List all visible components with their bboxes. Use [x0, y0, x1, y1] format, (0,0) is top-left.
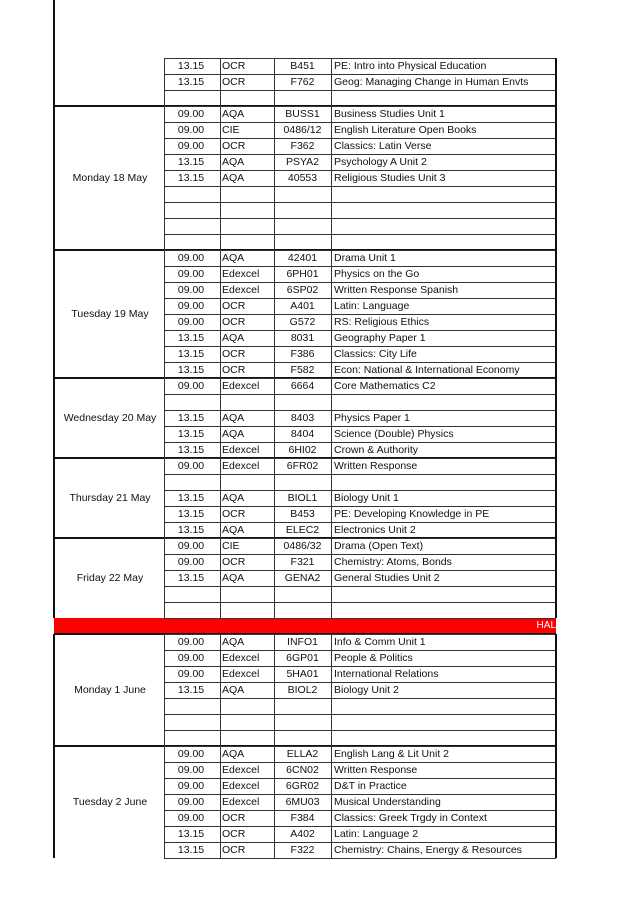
exam-board — [222, 218, 274, 234]
column-line — [555, 58, 557, 618]
exam-code: B453 — [290, 508, 315, 520]
exam-title: Physics on the Go — [334, 268, 420, 280]
exam-board: Edexcel — [222, 796, 260, 808]
exam-code — [276, 698, 329, 714]
exam-title: Electronics Unit 2 — [334, 524, 416, 536]
exam-title: English Lang & Lit Unit 2 — [334, 748, 449, 760]
exam-code: F384 — [290, 812, 315, 824]
exam-code: 6HI02 — [288, 444, 317, 456]
exam-board — [222, 394, 274, 410]
exam-board: OCR — [222, 76, 246, 88]
exam-board: OCR — [222, 60, 246, 72]
half-term-banner — [54, 618, 556, 634]
row-line — [164, 202, 556, 203]
column-line — [555, 634, 557, 858]
row-line — [164, 682, 556, 683]
row-line — [164, 58, 556, 59]
exam-time: 09.00 — [177, 252, 205, 264]
exam-board: AQA — [222, 492, 245, 504]
column-line — [220, 634, 221, 858]
exam-time: 13.15 — [177, 524, 205, 536]
exam-time: 09.00 — [177, 636, 205, 648]
exam-code: F386 — [290, 348, 315, 360]
day-label: Tuesday 19 May — [71, 308, 149, 320]
exam-code: A401 — [290, 300, 315, 312]
exam-code: ELEC2 — [285, 524, 320, 536]
exam-title — [334, 202, 556, 218]
exam-time — [166, 202, 216, 218]
exam-time: 13.15 — [177, 492, 205, 504]
exam-time: 13.15 — [177, 172, 205, 184]
column-line — [331, 58, 332, 618]
exam-time: 09.00 — [177, 268, 205, 280]
column-line — [274, 634, 275, 858]
exam-board: OCR — [222, 316, 246, 328]
exam-code — [276, 602, 329, 618]
exam-board: Edexcel — [222, 268, 260, 280]
exam-time — [166, 186, 216, 202]
exam-board — [222, 90, 274, 106]
exam-title: Econ: National & International Economy — [334, 364, 520, 376]
row-line — [164, 618, 556, 619]
column-line — [220, 58, 221, 618]
exam-code: F322 — [290, 844, 315, 856]
exam-code — [276, 218, 329, 234]
exam-title — [334, 218, 556, 234]
row-line — [164, 282, 556, 283]
exam-title — [334, 698, 556, 714]
row-line — [164, 410, 556, 411]
row-line — [164, 506, 556, 507]
row-line — [164, 586, 556, 587]
exam-board: OCR — [222, 348, 246, 360]
exam-title — [334, 730, 556, 746]
exam-title: Latin: Language 2 — [334, 828, 419, 840]
exam-code — [276, 730, 329, 746]
exam-title: Geography Paper 1 — [334, 332, 426, 344]
exam-time — [166, 730, 216, 746]
half-term-label: HAL — [536, 620, 556, 631]
exam-board: OCR — [222, 364, 246, 376]
exam-board: OCR — [222, 844, 246, 856]
row-line — [164, 314, 556, 315]
exam-time: 09.00 — [177, 540, 205, 552]
exam-time: 09.00 — [177, 764, 205, 776]
exam-board: CIE — [222, 124, 240, 136]
row-line — [164, 522, 556, 523]
exam-board: AQA — [222, 636, 245, 648]
exam-board: AQA — [222, 684, 245, 696]
exam-title: People & Politics — [334, 652, 413, 664]
exam-board: AQA — [222, 524, 245, 536]
exam-time: 13.15 — [177, 428, 205, 440]
exam-title: Physics Paper 1 — [334, 412, 410, 424]
exam-board: Edexcel — [222, 652, 260, 664]
row-line — [164, 746, 556, 747]
exam-title: Info & Comm Unit 1 — [334, 636, 426, 648]
exam-code: 6GP01 — [286, 652, 319, 664]
exam-title — [334, 474, 556, 490]
exam-time: 13.15 — [177, 156, 205, 168]
column-line — [164, 634, 165, 858]
exam-code: 6CN02 — [286, 764, 319, 776]
exam-time — [166, 714, 216, 730]
exam-time: 13.15 — [177, 412, 205, 424]
exam-code — [276, 202, 329, 218]
exam-code: 8031 — [290, 332, 315, 344]
exam-board — [222, 714, 274, 730]
exam-title: Written Response — [334, 460, 418, 472]
exam-code: 42401 — [287, 252, 318, 264]
row-line — [164, 570, 556, 571]
exam-code: F582 — [290, 364, 315, 376]
exam-title: RS: Religious Ethics — [334, 316, 430, 328]
exam-code: 6PH01 — [286, 268, 319, 280]
row-line — [164, 138, 556, 139]
exam-board: OCR — [222, 828, 246, 840]
exam-time — [166, 602, 216, 618]
row-line — [164, 298, 556, 299]
exam-code: GENA2 — [284, 572, 321, 584]
exam-code: BIOL2 — [287, 684, 318, 696]
exam-board — [222, 474, 274, 490]
exam-title — [334, 234, 556, 250]
row-line — [164, 106, 556, 107]
day-label: Monday 18 May — [72, 172, 148, 184]
exam-title: Classics: Greek Trgdy in Context — [334, 812, 487, 824]
exam-time: 09.00 — [177, 460, 205, 472]
column-line — [53, 634, 55, 858]
exam-board — [222, 730, 274, 746]
exam-board: OCR — [222, 508, 246, 520]
column-line — [164, 58, 165, 618]
day-label: Thursday 21 May — [69, 492, 151, 504]
exam-board: OCR — [222, 140, 246, 152]
exam-board: OCR — [222, 556, 246, 568]
exam-board — [222, 186, 274, 202]
row-line — [164, 346, 556, 347]
exam-time — [166, 698, 216, 714]
row-line — [164, 474, 556, 475]
exam-board: AQA — [222, 572, 245, 584]
exam-code: 0486/32 — [283, 540, 322, 552]
exam-board: Edexcel — [222, 380, 260, 392]
exam-title: Written Response — [334, 764, 418, 776]
row-line — [164, 122, 556, 123]
row-line — [164, 714, 556, 715]
exam-code: B451 — [290, 60, 315, 72]
exam-time: 13.15 — [177, 684, 205, 696]
exam-time: 13.15 — [177, 572, 205, 584]
exam-board: Edexcel — [222, 284, 260, 296]
row-line — [164, 330, 556, 331]
exam-title: D&T in Practice — [334, 780, 407, 792]
row-line — [164, 826, 556, 827]
exam-code: 6GR02 — [285, 780, 320, 792]
row-line — [164, 170, 556, 171]
exam-title — [334, 90, 556, 106]
exam-code: 8404 — [290, 428, 315, 440]
exam-board: AQA — [222, 252, 245, 264]
exam-code: BUSS1 — [285, 108, 320, 120]
row-line — [164, 426, 556, 427]
exam-board — [222, 202, 274, 218]
exam-code: ELLA2 — [286, 748, 319, 760]
exam-time: 13.15 — [177, 364, 205, 376]
exam-time: 09.00 — [177, 124, 205, 136]
exam-time: 09.00 — [177, 748, 205, 760]
row-line — [164, 858, 556, 859]
exam-time: 13.15 — [177, 348, 205, 360]
exam-time — [166, 90, 216, 106]
exam-code: F321 — [290, 556, 315, 568]
exam-title: Religious Studies Unit 3 — [334, 172, 446, 184]
exam-title: Geog: Managing Change in Human Envts — [334, 76, 529, 88]
row-line — [164, 186, 556, 187]
row-line — [164, 554, 556, 555]
row-line — [164, 74, 556, 75]
exam-code: F762 — [290, 76, 315, 88]
row-line — [164, 762, 556, 763]
exam-title: Drama Unit 1 — [334, 252, 396, 264]
exam-code: 0486/12 — [283, 124, 322, 136]
exam-board: Edexcel — [222, 444, 260, 456]
exam-time: 09.00 — [177, 140, 205, 152]
row-line — [164, 250, 556, 251]
exam-code: 8403 — [290, 412, 315, 424]
exam-board: AQA — [222, 156, 245, 168]
exam-time: 09.00 — [177, 812, 205, 824]
exam-time — [166, 394, 216, 410]
exam-time: 09.00 — [177, 316, 205, 328]
exam-board: CIE — [222, 540, 240, 552]
exam-title: Musical Understanding — [334, 796, 441, 808]
exam-title: Psychology A Unit 2 — [334, 156, 427, 168]
exam-time — [166, 234, 216, 250]
row-line — [164, 698, 556, 699]
exam-title: Core Mathematics C2 — [334, 380, 436, 392]
exam-title: Chemistry: Atoms, Bonds — [334, 556, 452, 568]
exam-board: AQA — [222, 748, 245, 760]
exam-board: AQA — [222, 172, 245, 184]
exam-code: PSYA2 — [285, 156, 320, 168]
exam-title — [334, 714, 556, 730]
row-line — [164, 538, 556, 539]
exam-code: G572 — [289, 316, 316, 328]
exam-board — [222, 234, 274, 250]
row-line — [164, 234, 556, 235]
exam-board: Edexcel — [222, 460, 260, 472]
exam-time: 09.00 — [177, 300, 205, 312]
exam-board — [222, 698, 274, 714]
exam-board: OCR — [222, 812, 246, 824]
row-line — [164, 794, 556, 795]
row-line — [164, 490, 556, 491]
exam-time: 09.00 — [177, 556, 205, 568]
exam-code: 40553 — [287, 172, 318, 184]
exam-code: 6MU03 — [285, 796, 320, 808]
exam-board: AQA — [222, 108, 245, 120]
row-line — [164, 90, 556, 91]
exam-code — [276, 186, 329, 202]
exam-time: 09.00 — [177, 652, 205, 664]
day-label: Tuesday 2 June — [72, 796, 148, 808]
exam-title: Biology Unit 1 — [334, 492, 399, 504]
row-line — [164, 634, 556, 635]
exam-code — [276, 90, 329, 106]
column-line — [274, 58, 275, 618]
exam-title — [334, 602, 556, 618]
exam-title: Classics: City Life — [334, 348, 417, 360]
exam-time — [166, 218, 216, 234]
row-line — [164, 810, 556, 811]
day-label: Friday 22 May — [76, 572, 144, 584]
exam-time: 09.00 — [177, 668, 205, 680]
exam-title: Written Response Spanish — [334, 284, 459, 296]
exam-code: 6664 — [290, 380, 315, 392]
row-line — [164, 378, 556, 379]
exam-time: 13.15 — [177, 828, 205, 840]
exam-title: PE: Intro into Physical Education — [334, 60, 487, 72]
exam-time: 13.15 — [177, 332, 205, 344]
exam-time: 13.15 — [177, 444, 205, 456]
row-line — [164, 666, 556, 667]
exam-title: English Literature Open Books — [334, 124, 477, 136]
row-line — [164, 650, 556, 651]
row-line — [164, 778, 556, 779]
row-line — [164, 602, 556, 603]
exam-code — [276, 714, 329, 730]
exam-title: Classics: Latin Verse — [334, 140, 432, 152]
exam-board: AQA — [222, 412, 245, 424]
exam-time: 09.00 — [177, 380, 205, 392]
exam-title: Latin: Language — [334, 300, 410, 312]
row-line — [164, 442, 556, 443]
column-line — [53, 0, 55, 618]
row-line — [164, 218, 556, 219]
exam-title: International Relations — [334, 668, 439, 680]
row-line — [164, 266, 556, 267]
exam-title: Business Studies Unit 1 — [334, 108, 445, 120]
exam-code: 6FR02 — [286, 460, 319, 472]
exam-title: PE: Developing Knowledge in PE — [334, 508, 490, 520]
exam-title: Chemistry: Chains, Energy & Resources — [334, 844, 522, 856]
exam-title — [334, 186, 556, 202]
exam-time: 09.00 — [177, 108, 205, 120]
exam-code: 6SP02 — [286, 284, 319, 296]
row-line — [164, 730, 556, 731]
exam-title: Crown & Authority — [334, 444, 419, 456]
exam-code — [276, 474, 329, 490]
day-label: Monday 1 June — [74, 684, 146, 696]
exam-time: 09.00 — [177, 284, 205, 296]
exam-title — [334, 586, 556, 602]
exam-code — [276, 586, 329, 602]
row-line — [164, 154, 556, 155]
exam-board — [222, 602, 274, 618]
exam-title: Science (Double) Physics — [334, 428, 454, 440]
exam-code: BIOL1 — [287, 492, 318, 504]
exam-time: 09.00 — [177, 780, 205, 792]
exam-board: AQA — [222, 428, 245, 440]
day-label: Wednesday 20 May — [63, 412, 157, 424]
column-line — [331, 634, 332, 858]
exam-title: Biology Unit 2 — [334, 684, 399, 696]
exam-time: 13.15 — [177, 76, 205, 88]
exam-code — [276, 234, 329, 250]
exam-code: INFO1 — [287, 636, 318, 648]
row-line — [164, 842, 556, 843]
exam-code — [276, 394, 329, 410]
exam-title: General Studies Unit 2 — [334, 572, 440, 584]
exam-board: OCR — [222, 300, 246, 312]
row-line — [164, 362, 556, 363]
exam-time: 13.15 — [177, 508, 205, 520]
exam-time: 13.15 — [177, 844, 205, 856]
row-line — [164, 394, 556, 395]
exam-code: A402 — [290, 828, 315, 840]
exam-time: 09.00 — [177, 796, 205, 808]
row-line — [164, 458, 556, 459]
exam-board: Edexcel — [222, 764, 260, 776]
exam-board: AQA — [222, 332, 245, 344]
exam-title: Drama (Open Text) — [334, 540, 424, 552]
exam-code: 5HA01 — [286, 668, 319, 680]
exam-board: Edexcel — [222, 780, 260, 792]
exam-board: Edexcel — [222, 668, 260, 680]
exam-time — [166, 586, 216, 602]
exam-time — [166, 474, 216, 490]
exam-code: F362 — [290, 140, 315, 152]
exam-board — [222, 586, 274, 602]
exam-time: 13.15 — [177, 60, 205, 72]
exam-title — [334, 394, 556, 410]
